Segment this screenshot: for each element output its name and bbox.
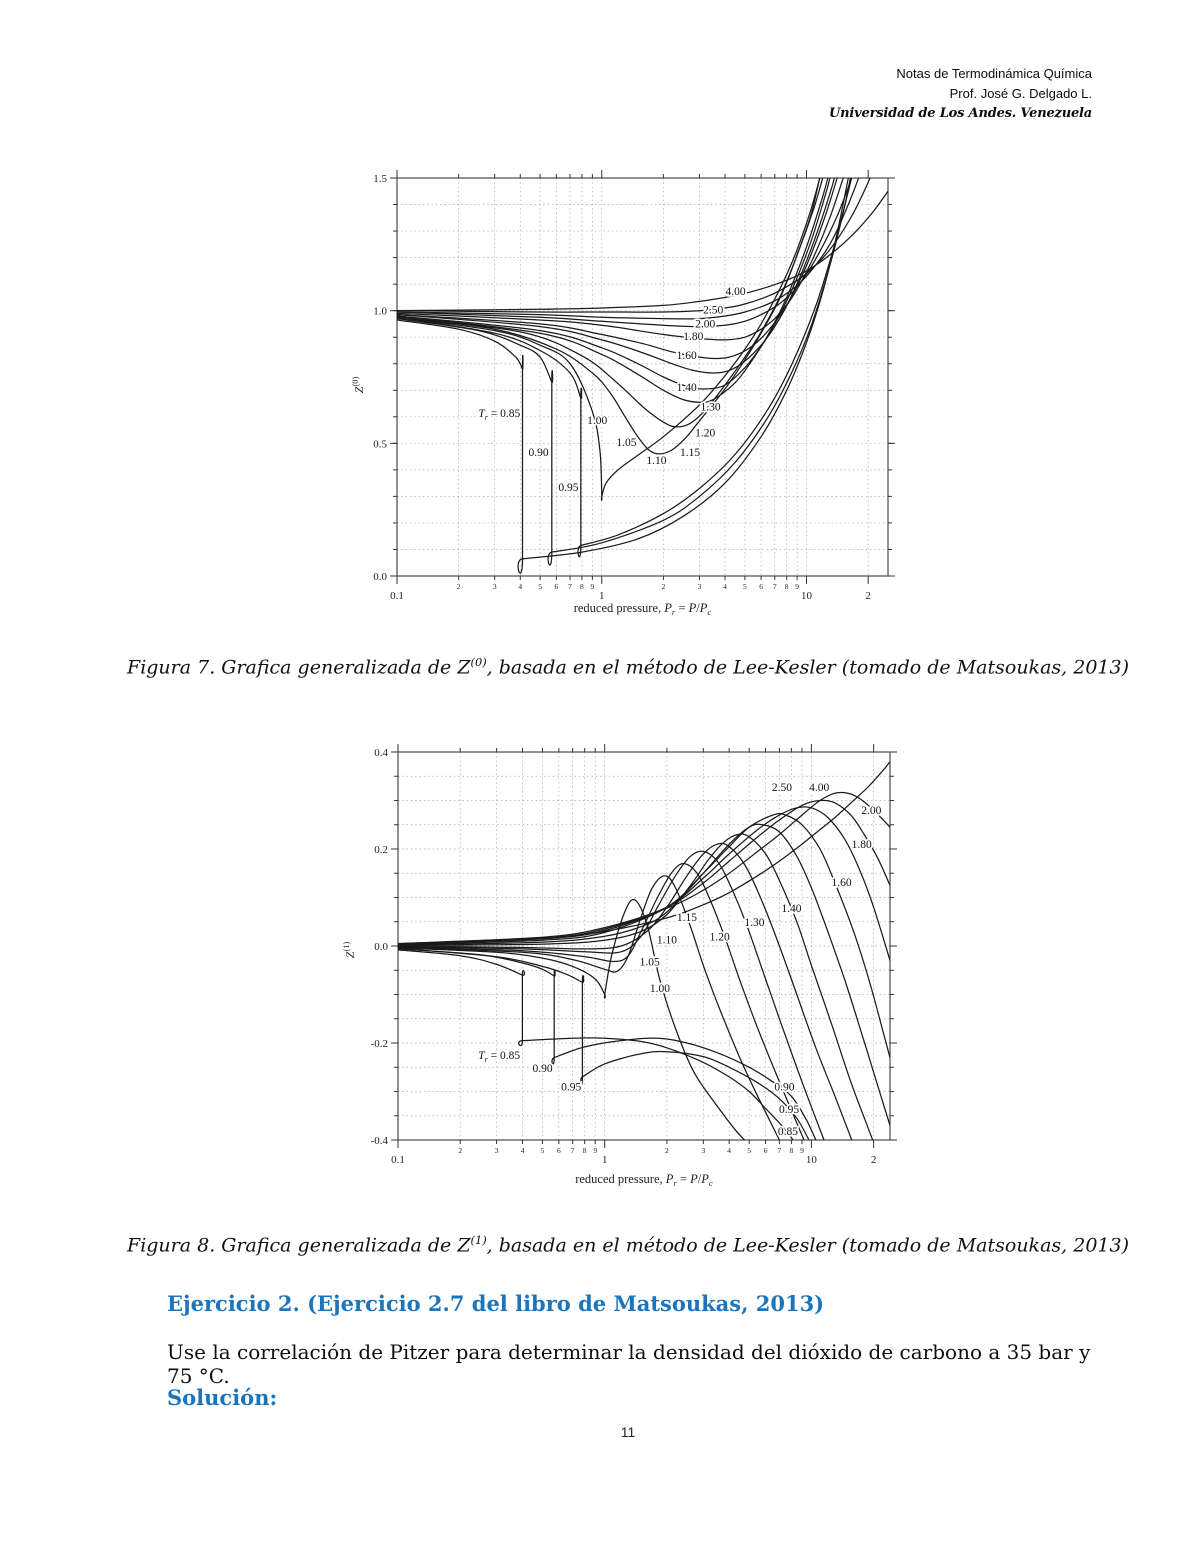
svg-text:9: 9 <box>593 1146 598 1155</box>
isotherm-curve-Tr-0.95 <box>397 158 856 557</box>
isotherm-curve-Tr-0.85 <box>397 162 852 573</box>
header-university: Universidad de Los Andes. Venezuela <box>829 106 1092 122</box>
svg-text:1.5: 1.5 <box>373 173 387 185</box>
svg-text:5: 5 <box>538 582 542 591</box>
figure8-caption <box>127 1233 1129 1256</box>
svg-text:1: 1 <box>601 1154 608 1166</box>
curve-label: 1.05 <box>639 956 660 969</box>
figure8-chart <box>340 735 910 1212</box>
svg-text:5: 5 <box>747 1146 752 1155</box>
svg-text:2: 2 <box>665 1146 669 1155</box>
y-axis-title: $Z^{(0)}$ <box>351 376 366 394</box>
svg-text:0.1: 0.1 <box>390 590 404 602</box>
solution-label: Solución: <box>167 1385 278 1410</box>
svg-text:4: 4 <box>520 1146 525 1155</box>
curve-label: 1.40 <box>676 382 697 395</box>
isotherm-curve-Tr-1.80 <box>398 807 890 961</box>
svg-text:-0.4: -0.4 <box>370 1135 388 1147</box>
curve-label: 1.30 <box>744 916 765 929</box>
svg-text:10: 10 <box>805 1154 817 1166</box>
svg-text:9: 9 <box>795 582 800 591</box>
curve-label: 1.30 <box>700 401 721 414</box>
curve-label: 1.20 <box>709 931 730 944</box>
chart2-svg <box>340 735 910 1208</box>
svg-text:8: 8 <box>582 1146 587 1155</box>
page-number: 11 <box>620 1424 636 1440</box>
curve-label: 1.10 <box>646 455 667 468</box>
curve-label: 1.60 <box>676 350 697 363</box>
chart1-svg <box>340 158 910 638</box>
svg-text:1.0: 1.0 <box>373 305 387 318</box>
svg-text:2: 2 <box>456 582 461 591</box>
svg-text:8: 8 <box>580 582 584 591</box>
svg-text:10: 10 <box>801 590 813 602</box>
curve-label: 4.00 <box>725 285 746 298</box>
isotherm-curve-Tr-1.30 <box>398 834 878 1155</box>
svg-text:5: 5 <box>540 1146 545 1155</box>
svg-text:5: 5 <box>743 582 747 591</box>
curve-label: 1.60 <box>831 876 852 889</box>
svg-text:3: 3 <box>697 582 702 591</box>
isotherm-curve-Tr-1.30 <box>397 165 838 373</box>
isotherm-curve-Tr-2.50 <box>398 792 890 943</box>
x-axis-title: reduced pressure, $P_r = P/P_c$ <box>575 1172 713 1188</box>
svg-text:8: 8 <box>784 582 789 591</box>
svg-text:0.0: 0.0 <box>373 571 387 583</box>
svg-text:9: 9 <box>590 582 595 591</box>
svg-text:4: 4 <box>518 582 523 591</box>
figure7-caption-sup: (0) <box>470 655 487 669</box>
svg-text:2: 2 <box>661 582 666 591</box>
svg-text:3: 3 <box>494 1146 499 1155</box>
isotherm-curve-Tr-1.40 <box>398 824 890 1125</box>
curve-label: 0.95 <box>561 1081 582 1094</box>
isotherm-curve-Tr-1.40 <box>397 159 843 358</box>
isotherm-curve-Tr-2.00 <box>398 800 890 944</box>
curve-label: $T_r = 0.85$ <box>478 407 521 422</box>
figure8-caption-sup: (1) <box>470 1233 487 1247</box>
svg-text:7: 7 <box>570 1146 575 1155</box>
svg-text:1: 1 <box>599 590 605 602</box>
page-header <box>829 64 1092 124</box>
svg-text:0.2: 0.2 <box>374 844 388 856</box>
curve-label: 1.10 <box>656 934 677 947</box>
curve-label: 0.85 <box>777 1125 799 1138</box>
svg-text:7: 7 <box>772 582 777 591</box>
curve-label: 0.90 <box>774 1081 795 1094</box>
exercise-body: Use la correlación de Pitzer para determinar la densidad del dióxido de carbono a 35 bar y 75 °C. <box>167 1340 1091 1388</box>
isotherm-curves <box>397 158 888 573</box>
figure7-caption-suffix: , basada en el método de Lee-Kesler (tomado de Matsoukas, 2013) <box>486 656 1129 679</box>
curve-labels <box>478 782 881 1138</box>
figure8-caption-prefix: Figura 8. Grafica generalizada de Z <box>127 1234 471 1257</box>
isotherm-curve-Tr-1.10 <box>398 864 810 1155</box>
curve-label: 1.05 <box>616 437 637 450</box>
curve-label: 0.90 <box>528 446 549 459</box>
curve-label: 0.95 <box>558 482 579 495</box>
curve-label: 1.15 <box>680 446 701 459</box>
svg-text:6: 6 <box>556 1146 561 1155</box>
svg-text:-0.2: -0.2 <box>370 1038 388 1050</box>
curve-label: 4.00 <box>809 781 830 794</box>
header-course-title: Notas de Termodinámica Química <box>896 66 1092 81</box>
svg-text:6: 6 <box>763 1146 768 1155</box>
isotherm-curve-Tr-1.60 <box>398 814 890 1058</box>
curve-label: 1.15 <box>676 911 698 924</box>
curve-label: 2.00 <box>695 318 716 331</box>
svg-text:7: 7 <box>568 582 572 591</box>
svg-text:3: 3 <box>701 1146 706 1155</box>
exercise-heading: Ejercicio 2. (Ejercicio 2.7 del libro de Matsoukas, 2013) <box>167 1291 825 1316</box>
curve-label: $T_r = 0.85$ <box>478 1050 521 1065</box>
svg-text:2: 2 <box>865 590 871 602</box>
y-axis-title: $Z^{(1)}$ <box>342 941 357 959</box>
svg-text:6: 6 <box>554 582 559 591</box>
axis-tick-labels <box>371 747 877 1166</box>
isotherm-curve-Tr-1.20 <box>397 167 833 389</box>
svg-text:3: 3 <box>492 582 497 591</box>
isotherm-curve-Tr-0.90 <box>398 949 820 1150</box>
svg-text:2: 2 <box>870 1154 877 1166</box>
curve-label: 0.90 <box>532 1063 553 1076</box>
svg-text:8: 8 <box>789 1146 794 1155</box>
svg-text:0.5: 0.5 <box>373 438 387 451</box>
figure7-chart <box>340 158 910 642</box>
figure7-caption-prefix: Figura 7. Grafica generalizada de Z <box>127 656 471 679</box>
curve-label: 1.80 <box>851 839 872 852</box>
curve-label: 1.20 <box>695 427 716 440</box>
curve-label: 1.80 <box>683 330 704 343</box>
svg-text:0.0: 0.0 <box>374 941 388 953</box>
svg-text:7: 7 <box>777 1146 782 1155</box>
curve-label: 2.50 <box>771 781 792 794</box>
curve-label: 0.95 <box>779 1103 800 1116</box>
figure8-caption-suffix: , basada en el método de Lee-Kesler (tomado de Matsoukas, 2013) <box>486 1234 1129 1257</box>
svg-text:9: 9 <box>800 1146 804 1155</box>
isotherm-curve-Tr-1.15 <box>398 851 828 1149</box>
curve-label: 1.00 <box>587 415 608 428</box>
svg-text:4: 4 <box>723 582 727 591</box>
curve-label: 2.00 <box>861 805 882 818</box>
figure7-caption <box>127 655 1129 678</box>
svg-text:6: 6 <box>759 582 763 591</box>
curve-label: 1.00 <box>649 983 670 996</box>
header-professor: Prof. José G. Delgado L. <box>949 86 1092 102</box>
svg-text:4: 4 <box>727 1146 732 1155</box>
curve-label: 1.40 <box>781 903 802 916</box>
svg-text:0.4: 0.4 <box>374 747 388 759</box>
svg-text:0.1: 0.1 <box>391 1154 405 1166</box>
curve-label: 2.50 <box>703 304 724 317</box>
svg-text:2: 2 <box>458 1146 463 1155</box>
x-axis-title: reduced pressure, $P_r = P/P_c$ <box>573 601 712 617</box>
isotherm-curve-Tr-1.05 <box>398 876 786 1155</box>
isotherm-curve-Tr-1.10 <box>397 178 823 427</box>
isotherm-curve-Tr-4.00 <box>397 191 888 310</box>
